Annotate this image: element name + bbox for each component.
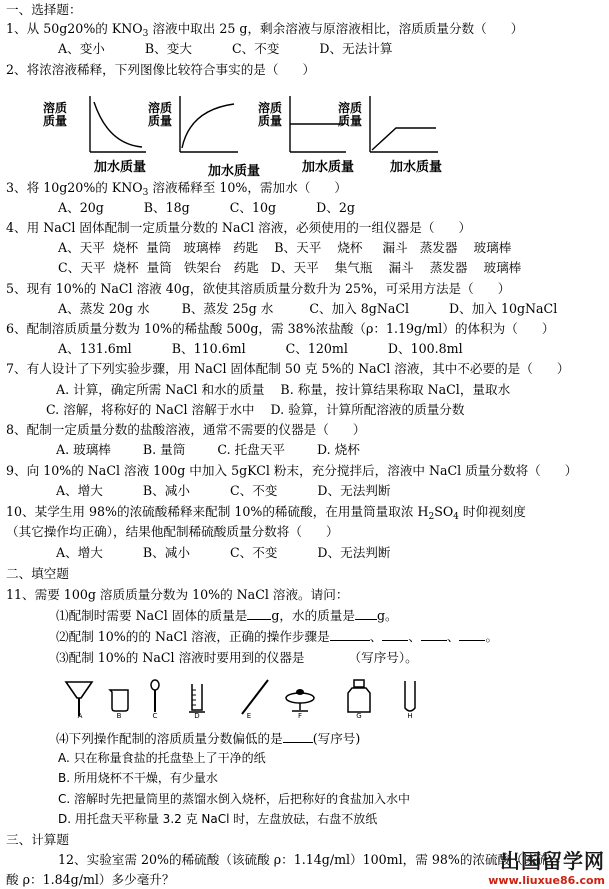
apparatus-label-f: F [297,712,303,720]
graph-d-xlabel: 加水质量 [390,160,443,175]
question-4-options-2: C、天平 烧杯 量筒 铁架台 药匙 D、天平 集气瓶 漏斗 蒸发器 玻璃棒 [58,260,522,275]
graph-d [338,94,448,176]
graph-d-curve [338,94,448,156]
question-12: 12、实验室需 20%的稀硫酸（该硫酸 ρ：1.14g/ml）100ml，需 98%的浓硫酸（该硫 [58,852,548,867]
question-11-option-b: B. 所用烧杯不干燥，有少量水 [58,771,218,785]
question-7: 7、有人设计了下列实验步骤，用 NaCl 固体配制 50 克 5%的 NaCl 溶液，其中不必要的是（ ） [6,361,570,376]
question-11-option-a: A. 只在称量食盐的托盘垫上了干净的纸 [58,751,266,765]
apparatus-label-b: B [116,712,122,720]
watermark-url: www.liuxue86.com [488,874,605,887]
watermark-logo [488,845,605,887]
question-9-options: A、增大 B、减小 C、不变 D、无法判断 [56,483,391,498]
question-10-line-2: （其它操作均正确），结果他配制稀硫酸质量分数将（ ） [6,524,339,539]
answer-blank[interactable] [247,607,271,620]
answer-blank[interactable] [459,628,485,641]
answer-blank[interactable] [382,628,408,641]
apparatus-label-c: C [152,712,158,720]
graph-a-curve [38,94,148,156]
graph-c-xlabel: 加水质量 [302,160,355,175]
question-10: 10、某学生用 98%的浓硫酸稀释来配制 10%的稀硫酸，在用量筒量取浓 $H_2SO_4$ 时仰视刻度 [6,504,526,522]
graph-d-ylabel: 溶质质量 [338,101,363,128]
section-heading-choice: 一、选择题： [6,2,82,17]
answer-blank[interactable] [283,730,313,743]
watermark-title: 出国留学网 [500,849,605,873]
question-11-option-c: C. 溶解时先把量筒里的蒸馏水倒入烧杯，后把称好的食盐加入水中 [58,792,411,806]
question-1: 1、从 50g20%的 $KNO_3$ 溶液中取出 25 g，剩余溶液与原溶液相比，溶质质量分数（ ） [6,21,524,39]
question-6-options: A、131.6ml B、110.6ml C、120ml D、100.8ml [58,341,463,356]
section-heading-calc: 三、计算题 [6,832,69,847]
question-1-options: A、变小 B、变大 C、不变 D、无法计算 [58,41,393,56]
question-6: 6、配制溶质质量分数为 10%的稀盐酸 500g，需 38%浓盐酸（ρ：1.19g/ml）的体积为（ ） [6,321,555,336]
question-7-options-2: C. 溶解，将称好的 NaCl 溶解于水中 D. 验算，计算所配溶液的质量分数 [46,402,465,417]
question-2: 2、将浓溶液稀释，下列图像比较符合事实的是（ ） [6,62,316,77]
question-3-options: A、20g B、18g C、10g D、2g [58,200,355,215]
graph-a [38,94,148,176]
answer-blank[interactable] [355,607,377,620]
question-11: 11、需要 100g 溶质质量分数为 10%的 NaCl 溶液。请问： [6,587,349,602]
question-11-part-4: ⑷下列操作配制的溶质质量分数偏低的是 (写序号) [56,731,361,746]
graph-b [146,94,261,179]
question-5-options: A、蒸发 20g 水 B、蒸发 25g 水 C、加入 8gNaCl D、加入 10gNaCl [58,301,558,316]
answer-blank[interactable] [421,628,447,641]
question-11-part-2: ⑵配制 10%的的 NaCl 溶液，正确的操作步骤是 、 、 、 。 [56,629,499,644]
question-4-options-1: A、天平 烧杯 量筒 玻璃棒 药匙 B、天平 烧杯 漏斗 蒸发器 玻璃棒 [58,240,512,255]
question-7-options-1: A. 计算，确定所需 NaCl 和水的质量 B. 称量，按计算结果称取 NaCl，量取水 [56,382,511,397]
question-11-part-3: ⑶配制 10%的 NaCl 溶液时要用到的仪器是 （写序号）。 [56,650,418,665]
question-8: 8、配制一定质量分数的盐酸溶液，通常不需要的仪器是（ ） [6,422,366,437]
question-4: 4、用 NaCl 固体配制一定质量分数的 NaCl 溶液，必须使用的一组仪器是（ ） [6,220,472,235]
apparatus-label-e: E [246,712,252,720]
question-12-line-2: 酸 ρ：1.84g/ml）多少毫升？ [6,872,175,887]
section-heading-fill: 二、填空题 [6,566,69,581]
question-9: 9、向 10%的 NaCl 溶液 100g 中加入 5gKCl 粉末，充分搅拌后，溶液中 NaCl 质量分数将（ ） [6,463,578,478]
graph-b-ylabel: 溶质质量 [148,101,173,128]
apparatus-label-h: H [407,712,413,720]
graph-c-ylabel: 溶质质量 [258,101,283,128]
question-10-options: A、增大 B、减小 C、不变 D、无法判断 [56,545,391,560]
apparatus-label-g: G [356,712,362,720]
apparatus-label-a: A [77,712,83,720]
answer-blank[interactable] [330,628,370,641]
graph-b-curve [146,94,256,156]
question-11-option-d: D. 用托盘天平称量 3.2 克 NaCl 时，左盘放砝，右盘不放纸 [58,812,378,826]
apparatus-label-d: D [194,712,200,720]
question-3: 3、将 10g20%的 $KNO_3$ 溶液稀释至 10%，需加水（ ） [6,180,347,198]
question-8-options: A. 玻璃棒 B. 量筒 C. 托盘天平 D. 烧杯 [56,442,360,457]
graph-a-xlabel: 加水质量 [94,160,147,175]
question-11-part-1: ⑴配制时需要 NaCl 固体的质量是 g，水的质量是 g。 [56,608,398,623]
graph-b-xlabel: 加水质量 [208,164,261,179]
question-2-graphs [38,94,448,179]
graph-a-ylabel: 溶质质量 [43,101,68,128]
question-5: 5、现有 10%的 NaCl 溶液 40g，欲使其溶质质量分数升为 25%，可采用方法是（ ） [6,281,511,296]
